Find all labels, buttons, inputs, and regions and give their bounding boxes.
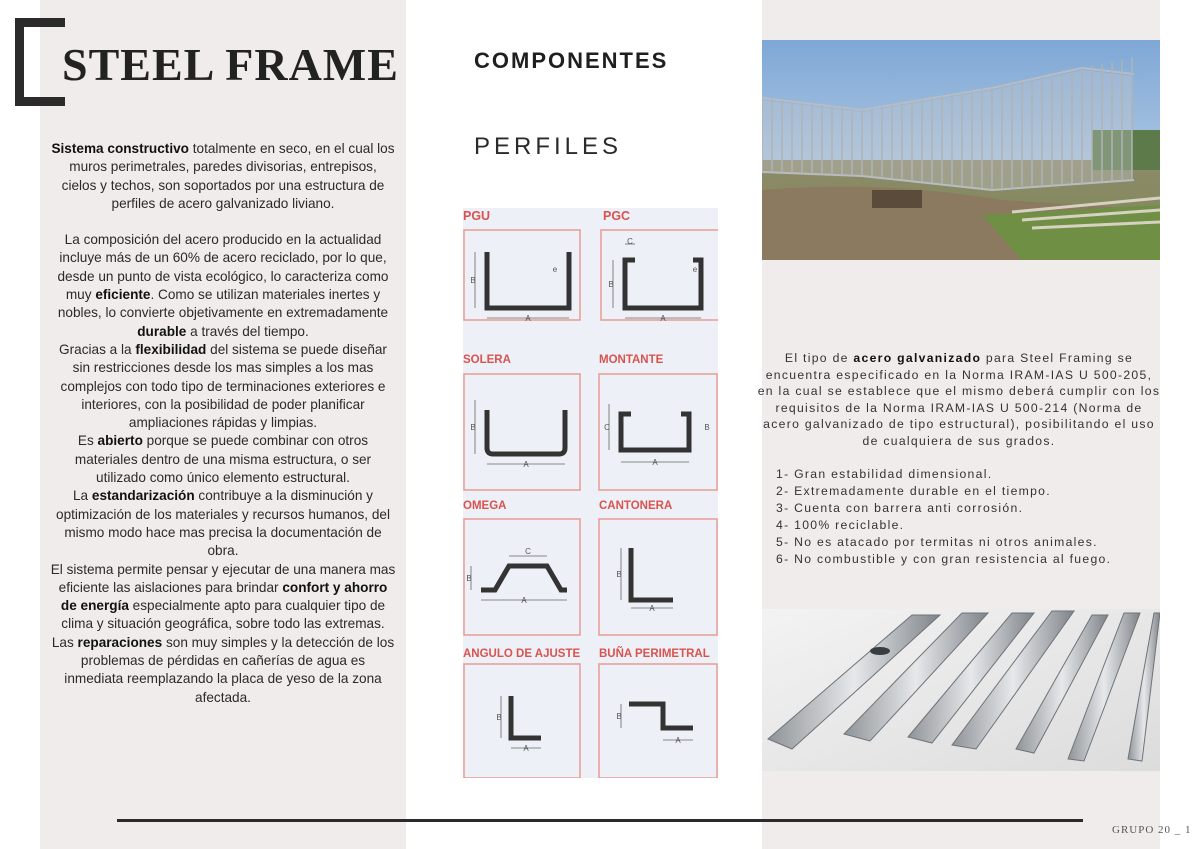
galv-text-run: El tipo de: [784, 351, 854, 365]
intro-bold: confort y ahorro de energía: [60, 579, 388, 614]
intro-text-run: totalmente en seco, en el cual los muros perimetrales, paredes divisorias, entrepisos, cielos y techos, son soportados por una estructura de perfiles de acero galvanizado liviano.: [61, 141, 395, 211]
intro-paragraph-6: [50, 561, 396, 634]
intro-text-run: El sistema permite pensar y ejecutar de una manera mas eficiente las aislaciones para brindar: [50, 561, 396, 595]
intro-text-run: Gracias a la: [59, 341, 136, 357]
dim-label-a: A: [525, 314, 531, 323]
profile-name-omega: OMEGA: [463, 500, 507, 512]
dim-label-a: A: [649, 604, 655, 613]
angulo-frame: [464, 664, 580, 778]
dim-label-e: e: [552, 265, 558, 274]
intro-text-run: La composición del acero producido en la actualidad incluye más de un 60% de acero reciclado, por lo que, desde un punto de vista ecológico, lo caracteriza como muy: [57, 232, 389, 303]
dim-label-c: C: [627, 237, 633, 246]
cantonera-section: [631, 548, 673, 600]
title-bracket-decoration: [15, 18, 65, 106]
features-list: [776, 466, 1111, 567]
intro-paragraph-1: [50, 140, 396, 213]
intro-bold: reparaciones: [77, 634, 163, 650]
galvanized-steel-text: [756, 350, 1162, 450]
buna-section: [629, 704, 693, 728]
dim-label-b: B: [470, 423, 476, 432]
dim-label-b: B: [616, 570, 622, 579]
montante-section: [621, 414, 689, 450]
intro-text-run: contribuye a la disminución y optimización de los materiales y recursos humanos, del mismo modo hace mas precisa la documentación de obra.: [56, 488, 390, 559]
dim-label-b: B: [608, 280, 614, 289]
feature-item: 5- No es atacado por termitas ni otros animales.: [776, 534, 1098, 549]
dim-label-a: A: [523, 744, 529, 753]
galv-bold: acero galvanizado: [853, 351, 982, 365]
intro-paragraph-4: [50, 432, 396, 487]
footer-page-label: GRUPO 20 _ 1: [1112, 824, 1192, 836]
galv-text-run: para Steel Framing se encuentra especificado en la Norma IRAM-IAS U 500-205, en la cual se establece que el mismo deberá cumplir con los requisitos de la Norma IRAM-IAS U 500-214 (Norma de acero galvanizado de tipo estructural), posibilitando el uso de cualquiera de sus grados.: [757, 351, 1161, 448]
dim-label-a: A: [521, 596, 527, 605]
dim-label-c: C: [604, 423, 610, 432]
profile-name-cantonera: CANTONERA: [599, 500, 673, 512]
intro-text-run: La: [73, 488, 92, 504]
feature-item: 1- Gran estabilidad dimensional.: [776, 467, 993, 481]
profile-name-pgc: PGC: [603, 209, 631, 223]
feature-item: 4- 100% reciclable.: [776, 517, 905, 532]
intro-text-run: porque se puede combinar con otros materiales dentro de una misma estructura, o ser utilizado como único elemento estructural.: [74, 433, 372, 486]
dim-label-a: A: [652, 458, 658, 467]
dim-label-a: A: [523, 460, 529, 469]
pgu-section: [487, 252, 569, 308]
profile-name-montante: MONTANTE: [599, 354, 664, 366]
page-title: STEEL FRAME: [62, 39, 399, 90]
dim-label-b: B: [616, 712, 622, 721]
feature-item: 3- Cuenta con barrera anti corrosión.: [776, 500, 1024, 515]
intro-paragraph-7: [50, 634, 396, 707]
perfiles-subtitle: PERFILES: [474, 133, 623, 160]
dim-label-e: e: [692, 265, 698, 274]
omega-frame: [464, 519, 580, 635]
feature-item: 2- Extremadamente durable en el tiempo.: [776, 483, 1051, 498]
intro-bold: eficiente: [95, 287, 151, 303]
dim-label-c: C: [525, 547, 531, 556]
intro-paragraph-5: [50, 487, 396, 560]
dim-label-b: B: [496, 713, 502, 722]
steel-profiles-photo: [762, 609, 1160, 771]
profile-name-angulo: ANGULO DE AJUSTE: [463, 648, 581, 660]
profiles-diagram: [463, 208, 718, 778]
intro-bold: Sistema constructivo: [51, 141, 189, 156]
intro-bold: flexibilidad: [135, 341, 207, 357]
paragraph-gap: [50, 213, 396, 231]
footer-divider: [117, 819, 1083, 822]
intro-paragraph-2: [50, 231, 396, 341]
angulo-section: [511, 696, 541, 738]
pgc-section: [625, 260, 701, 308]
components-title: COMPONENTES: [474, 48, 669, 73]
intro-text-run: especialmente apto para cualquier tipo de clima y situación geográfica, sobre todo las extremas.: [61, 598, 386, 632]
profile-name-buna: BUÑA PERIMETRAL: [599, 648, 710, 660]
dim-label-a: A: [675, 736, 681, 745]
dim-label-a: A: [660, 314, 666, 323]
intro-text-run: a través del tiempo.: [186, 323, 309, 339]
intro-bold: estandarización: [91, 488, 195, 504]
dim-label-b: B: [704, 423, 710, 432]
dim-label-b: B: [466, 574, 472, 583]
intro-bold: abierto: [97, 433, 143, 449]
intro-text-run: del sistema se puede diseñar sin restricciones desde los mas simples a los mas complejos con todo tipo de terminaciones exteriores e interiores, con la posibilidad de poder planificar ampliaciones rápidas y limpias.: [60, 341, 387, 431]
intro-text-run: son muy simples y la detección de los problemas de pérdidas en cañerías de agua es inmediata reemplazando la placa de yeso de la zona afectada.: [64, 634, 395, 705]
intro-text-run: Es: [77, 433, 98, 449]
intro-paragraph-3: [50, 341, 396, 432]
montante-frame: [599, 374, 717, 490]
intro-bold: durable: [137, 323, 187, 339]
intro-text-run: Las: [51, 634, 78, 650]
steel-frame-house-photo: [762, 40, 1160, 260]
dim-label-b: B: [470, 276, 476, 285]
omega-section: [481, 566, 567, 590]
feature-item: 6- No combustible y con gran resistencia al fuego.: [776, 551, 1112, 566]
intro-text-run: . Como se utilizan materiales inertes y nobles, lo convierte objetivamente en extremadamente: [57, 287, 389, 321]
profile-name-solera: SOLERA: [463, 354, 511, 366]
solera-section: [487, 410, 565, 454]
profile-name-pgu: PGU: [463, 209, 491, 223]
buna-frame: [599, 664, 717, 778]
intro-text: [50, 140, 396, 707]
